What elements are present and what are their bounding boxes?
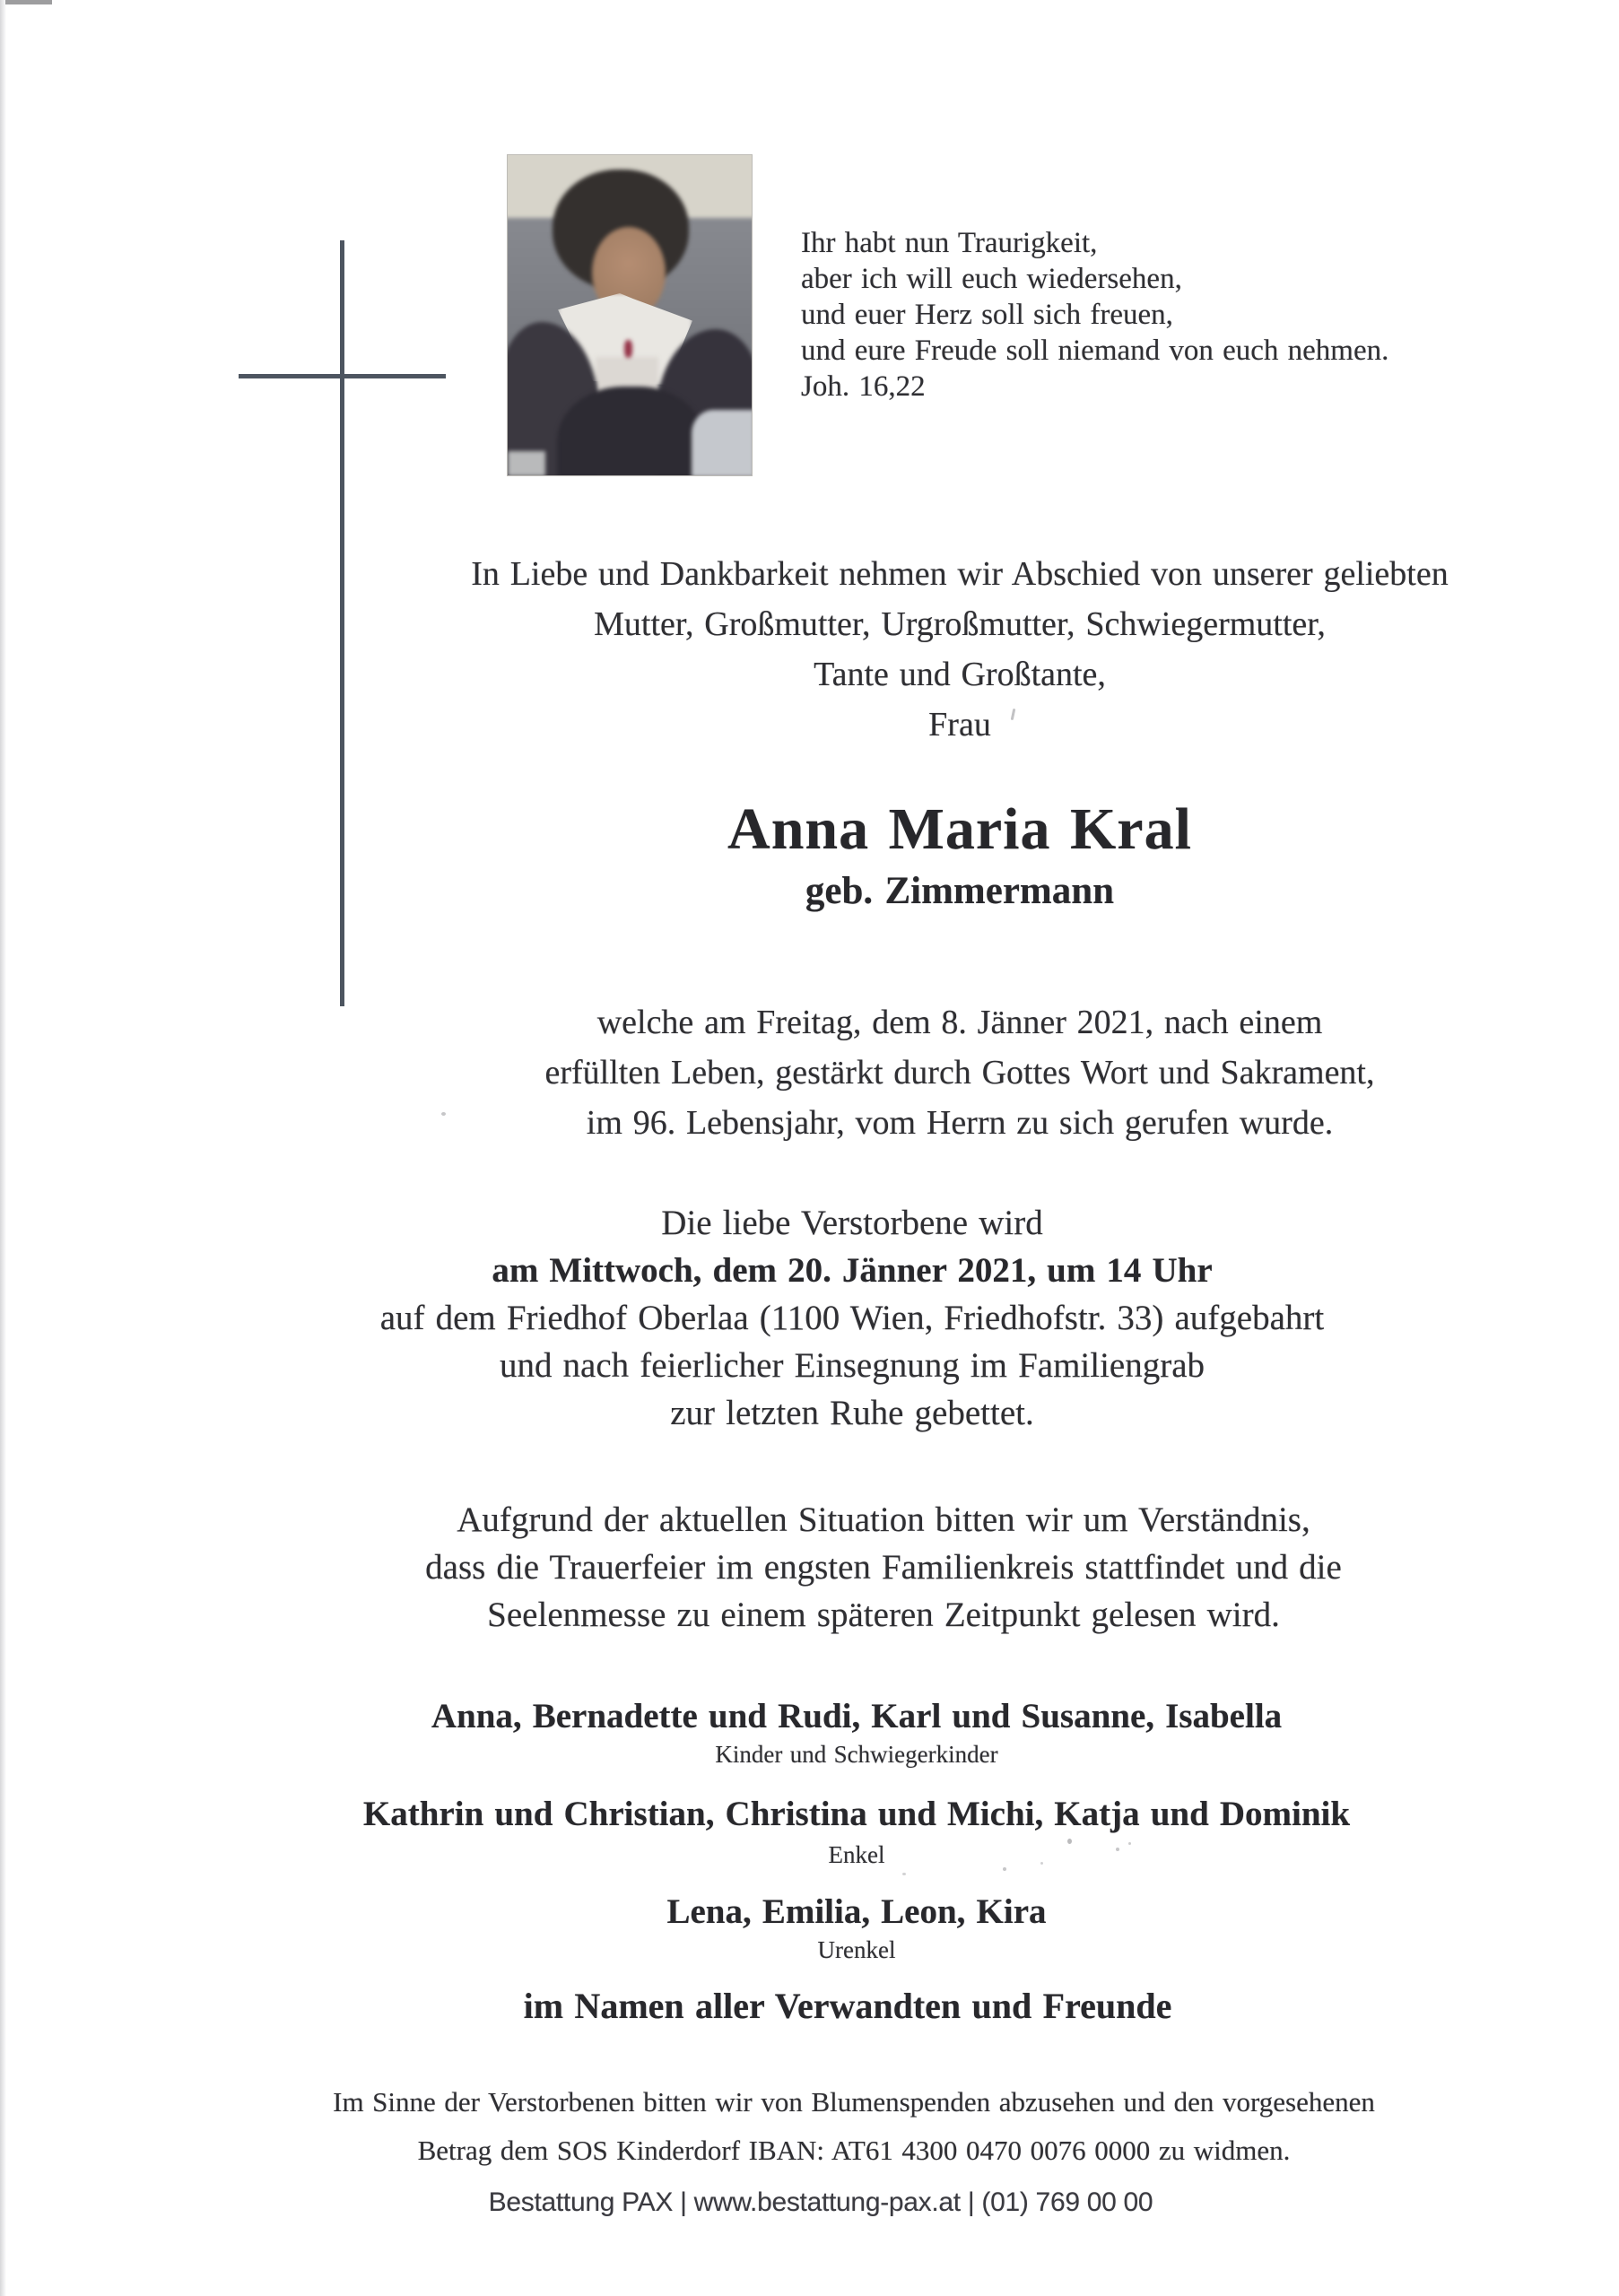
photo-light-blanket: [692, 410, 753, 476]
mourner-names: Anna, Bernadette und Rudi, Karl und Susanne, Isabella: [431, 1697, 1283, 1735]
scan-speck: [1128, 1842, 1131, 1845]
death-notice-line: welche am Freitag, dem 8. Jänner 2021, nach einem: [596, 1004, 1323, 1041]
quote-line: Ihr habt nun Traurigkeit,: [801, 227, 1098, 259]
scan-speck: [902, 1873, 906, 1875]
covid-note-line: Seelenmesse zu einem späteren Zeitpunkt gelesen wird.: [487, 1596, 1280, 1634]
funeral-line: und nach feierlicher Einsegnung im Familiengrab: [499, 1346, 1206, 1385]
funeral-details: [193, 1199, 1511, 1437]
covid-restriction-note: [224, 1496, 1543, 1639]
death-notice: [300, 997, 1619, 1148]
quote-line: aber ich will euch wiedersehen,: [801, 263, 1182, 295]
mourner-names: Lena, Emilia, Leon, Kira: [666, 1892, 1047, 1931]
farewell-intro: [300, 549, 1619, 750]
scan-left-edge-shadow: [0, 0, 6, 2296]
scan-speck: [1067, 1839, 1072, 1844]
scan-speck: [1003, 1867, 1006, 1871]
mourner-names: Kathrin und Christian, Christina und Michi, Katja und Dominik: [362, 1795, 1351, 1833]
covid-note-line: dass die Trauerfeier im engsten Familienkreis stattfindet und die: [425, 1548, 1342, 1587]
scan-speck: [1040, 1862, 1043, 1865]
mourner-relation: Enkel: [828, 1841, 885, 1868]
funeral-datetime: am Mittwoch, dem 20. Jänner 2021, um 14 Uhr: [492, 1251, 1213, 1290]
quote-reference: Joh. 16,22: [801, 370, 926, 403]
quote-line: und euer Herz soll sich freuen,: [801, 299, 1173, 331]
photo-red-pendant: [624, 340, 632, 358]
funeral-location: auf dem Friedhof Oberlaa (1100 Wien, Friedhofstr. 33) aufgebahrt: [379, 1299, 1325, 1337]
funeral-home-footer: Bestattung PAX | www.bestattung-pax.at | (01) 769 00 00: [488, 2187, 1153, 2217]
intro-line: Frau: [928, 706, 991, 744]
photo-sofa-seat: [508, 451, 545, 476]
intro-line: In Liebe und Dankbarkeit nehmen wir Abschied von unserer geliebten: [471, 555, 1449, 593]
funeral-line: zur letzten Ruhe gebettet.: [670, 1394, 1034, 1432]
scan-corner-artifact: [5, 0, 52, 4]
intro-line: Mutter, Großmutter, Urgroßmutter, Schwiegermutter,: [594, 605, 1326, 643]
closing-line: im Namen aller Verwandten und Freunde: [523, 1986, 1172, 2026]
mourner-relation: Urenkel: [817, 1936, 896, 1963]
scan-speck: [1116, 1848, 1119, 1851]
donation-note-line: Im Sinne der Verstorbenen bitten wir von Blumenspenden abzusehen und den vorgesehenen: [333, 2086, 1375, 2118]
cross-horizontal-bar: [239, 374, 446, 378]
photo-dark-vest: [557, 387, 705, 476]
intro-line: Tante und Großtante,: [814, 656, 1106, 693]
mourner-relation: Kinder und Schwiegerkinder: [715, 1741, 998, 1768]
covid-note-line: Aufgrund der aktuellen Situation bitten wir um Verständnis,: [457, 1500, 1310, 1539]
bible-quote: [801, 225, 1447, 404]
death-notice-line: im 96. Lebensjahr, vom Herrn zu sich gerufen wurde.: [586, 1104, 1334, 1142]
deceased-portrait-photo: [507, 154, 753, 476]
scan-speck: [441, 1112, 446, 1116]
quote-line: und eure Freude soll niemand von euch nehmen.: [801, 335, 1389, 367]
deceased-birth-name: geb. Zimmermann: [805, 870, 1115, 912]
funeral-line: Die liebe Verstorbene wird: [661, 1204, 1043, 1242]
death-notice-line: erfüllten Leben, gestärkt durch Gottes Wort und Sakrament,: [544, 1054, 1375, 1091]
deceased-name: Anna Maria Kral: [727, 796, 1192, 862]
donation-note-line: Betrag dem SOS Kinderdorf IBAN: AT61 4300 0470 0076 0000 zu widmen.: [417, 2135, 1291, 2166]
